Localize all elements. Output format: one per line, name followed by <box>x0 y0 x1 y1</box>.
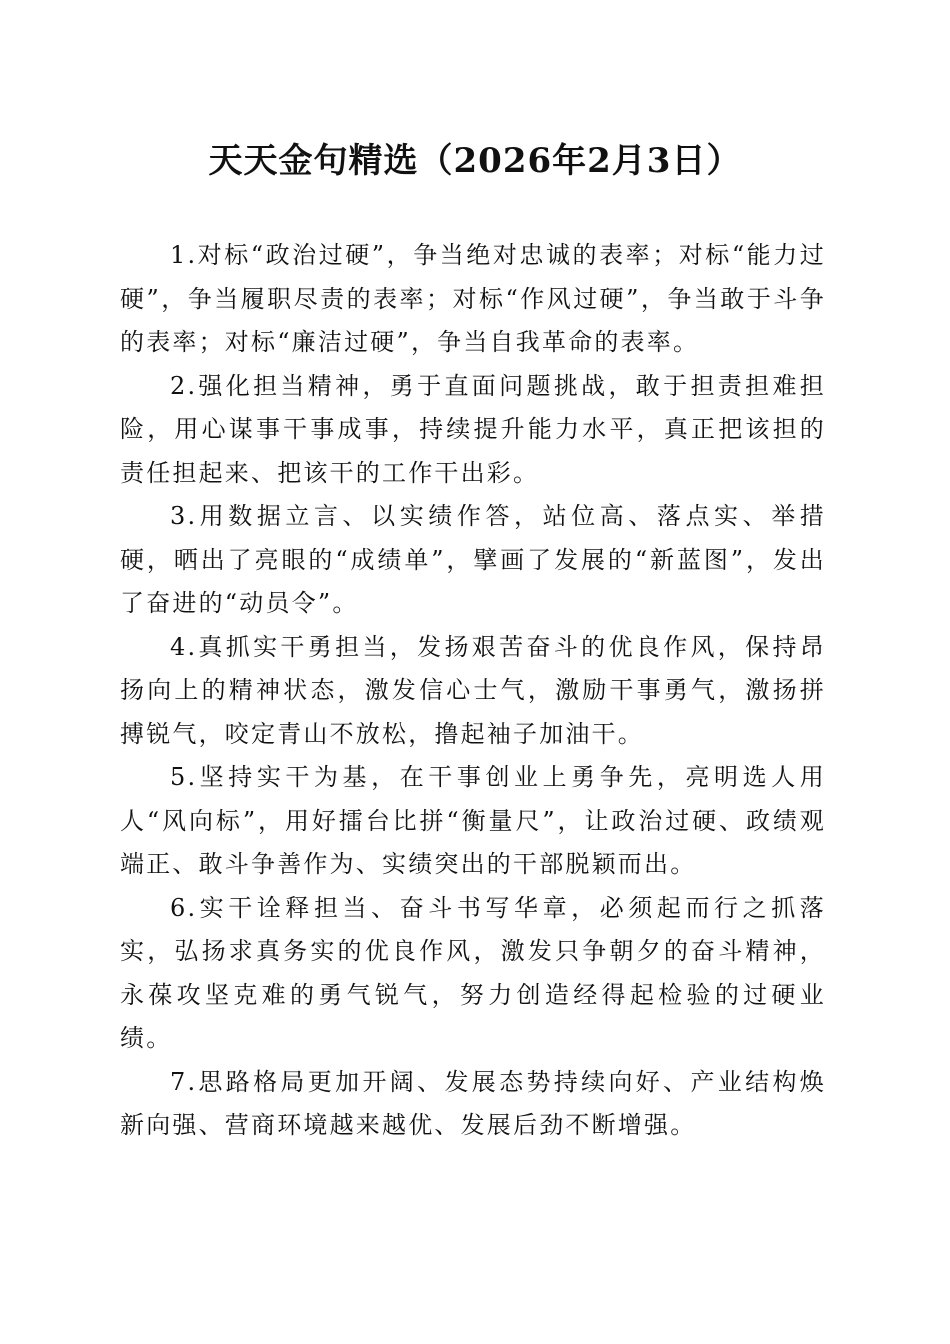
quote-paragraph-4: 4.真抓实干勇担当，发扬艰苦奋斗的优良作风，保持昂扬向上的精神状态，激发信心士气，激励干事勇气，激扬拼搏锐气，咬定青山不放松，撸起袖子加油干。 <box>120 632 826 748</box>
document-body <box>120 234 826 1148</box>
quote-paragraph-6: 6.实干诠释担当、奋斗书写华章，必须起而行之抓落实，弘扬求真务实的优良作风，激发只争朝夕的奋斗精神，永葆攻坚克难的勇气锐气，努力创造经得起检验的过硬业绩。 <box>120 893 826 1052</box>
quote-paragraph-1: 1.对标“政治过硬”，争当绝对忠诚的表率；对标“能力过硬”，争当履职尽责的表率；对标“作风过硬”，争当敢于斗争的表率；对标“廉洁过硬”，争当自我革命的表率。 <box>120 241 826 356</box>
quote-paragraph-2: 2.强化担当精神，勇于直面问题挑战，敢于担责担难担险，用心谋事干事成事，持续提升能力水平，真正把该担的责任担起来、把该干的工作干出彩。 <box>120 371 826 487</box>
quote-paragraph-5: 5.坚持实干为基，在干事创业上勇争先，亮明选人用人“风向标”，用好擂台比拼“衡量尺”，让政治过硬、政绩观端正、敢斗争善作为、实绩突出的干部脱颖而出。 <box>120 763 826 878</box>
quote-paragraph-3: 3.用数据立言、以实绩作答，站位高、落点实、举措硬，晒出了亮眼的“成绩单”，擘画了发展的“新蓝图”，发出了奋进的“动员令”。 <box>120 502 826 617</box>
quote-paragraph-7: 7.思路格局更加开阔、发展态势持续向好、产业结构焕新向强、营商环境越来越优、发展后劲不断增强。 <box>120 1067 826 1139</box>
document-title: 天天金句精选（2026年2月3日） <box>208 141 742 181</box>
